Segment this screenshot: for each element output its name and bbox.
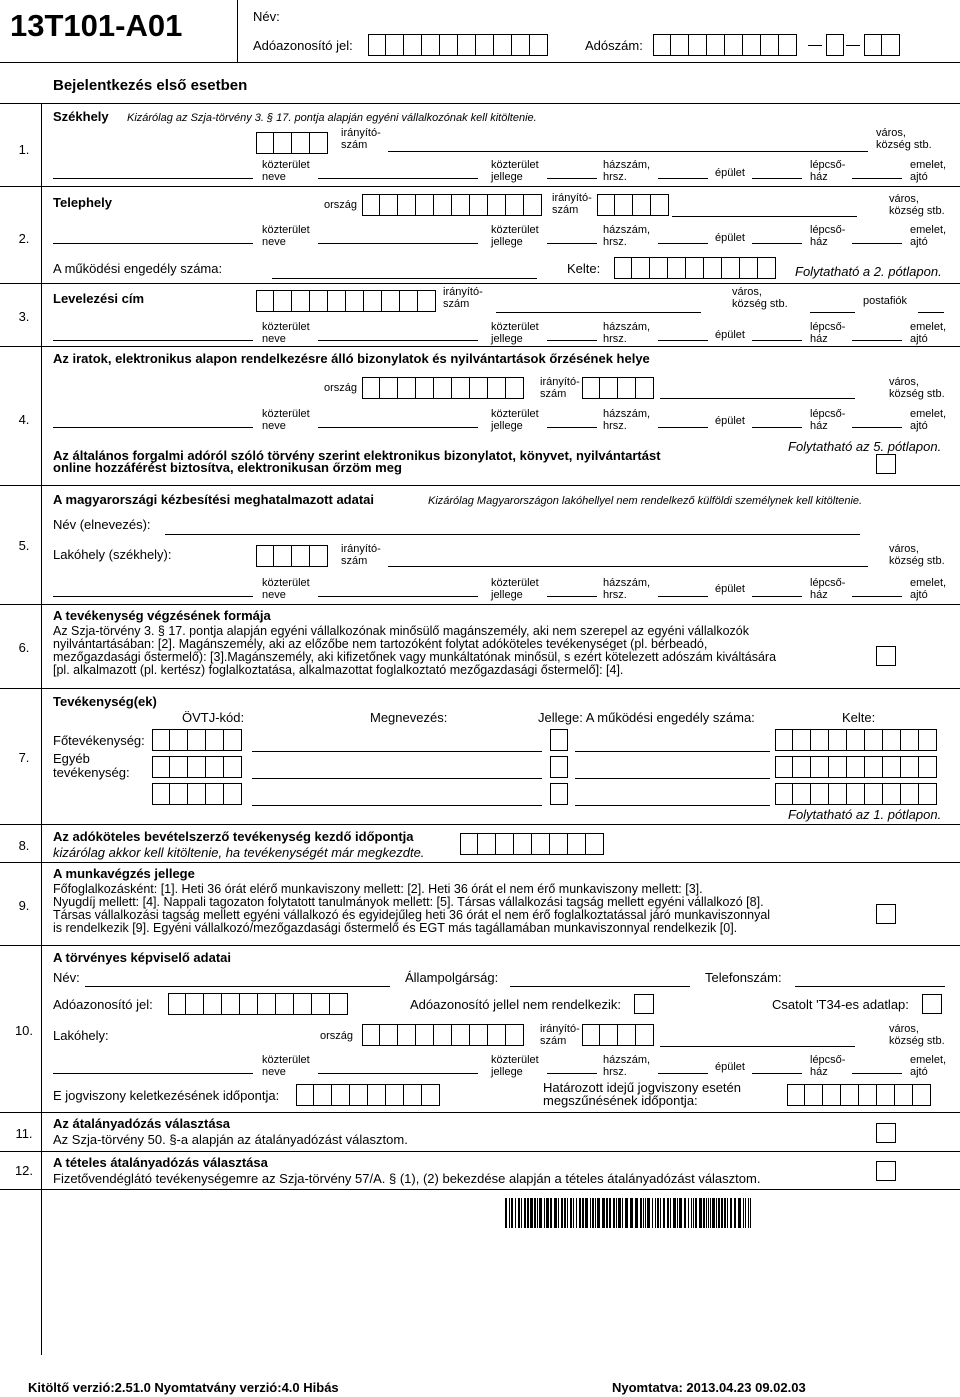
s8-date-cells[interactable] (460, 833, 604, 855)
s3-floor-label-b: ajtó (910, 333, 928, 345)
section-number-11: 11. (15, 1126, 33, 1141)
s2-street-label-b: neve (262, 236, 286, 248)
s4-building-label: épület (715, 415, 745, 427)
s2-city-label-a: város, (889, 193, 919, 205)
s5-type-label-a: közterület (491, 577, 539, 589)
s5-city-label-a: város, (889, 543, 919, 555)
s11-lumpsum-checkbox[interactable] (876, 1123, 896, 1143)
s3-city-label-b: község stb. (732, 298, 788, 310)
s7-main-kelte-cells[interactable] (775, 729, 937, 751)
s7-other-label-b: tevékenység: (53, 765, 130, 780)
section-title-12: A tételes átalányadózás választása (53, 1155, 268, 1170)
s4-type-label-a: közterület (491, 408, 539, 420)
s1-type-label-a: közterület (491, 159, 539, 171)
s4-type-label-b: jellege (491, 420, 523, 432)
s3-pobox-label: postafiók (863, 295, 908, 307)
s3-house-label-b: hrsz. (603, 333, 627, 345)
section-title-2: Telephely (53, 195, 113, 210)
section-title-8: Az adóköteles bevételszerző tevékenység kezdő időpontja (53, 829, 414, 844)
section-note-5: Kizárólag Magyarországon lakóhellyel nem rendelkező külföldi személynek kell kitöltenie. (428, 495, 863, 507)
s3-type-label-a: közterület (491, 321, 539, 333)
s2-type-label-a: közterület (491, 224, 539, 236)
s1-house-label-a: házszám, (603, 159, 651, 171)
section-number-3: 3. (18, 309, 30, 324)
section-number-6: 6. (18, 640, 30, 655)
section-number-8: 8. (18, 838, 30, 853)
s7-main-type-cell[interactable] (550, 729, 568, 751)
s1-floor-label-a: emelet, (910, 159, 947, 171)
s7-continue: Folytatható az 1. pótlapon. (788, 807, 942, 822)
s1-floor-label-b: ajtó (910, 171, 928, 183)
page-title: Bejelentkezés első esetben (53, 77, 248, 94)
s3-zip-label-a: irányító- (443, 286, 483, 298)
s4-city-label-a: város, (889, 376, 919, 388)
s11-text: Az Szja-törvény 50. §-a alapján az átalányadózást választom. (53, 1132, 408, 1147)
s10-stair-label-a: lépcső- (810, 1054, 846, 1066)
s1-stair-label-a: lépcső- (810, 159, 846, 171)
s1-city-label-a: város, (876, 127, 906, 139)
s5-floor-label-b: ajtó (910, 589, 928, 601)
s10-house-label-a: házszám, (603, 1054, 651, 1066)
s2-stair-label-a: lépcső- (810, 224, 846, 236)
s3-type-label-b: jellege (491, 333, 523, 345)
s2-house-label-a: házszám, (603, 224, 651, 236)
s10-street-label-b: neve (262, 1066, 286, 1078)
s5-zip-label-a: irányító- (341, 543, 381, 555)
s3-stair-label-a: lépcső- (810, 321, 846, 333)
s10-taxid-label: Adóazonosító jel: (53, 997, 153, 1012)
section-title-9: A munkavégzés jellege (53, 866, 195, 881)
s1-house-label-b: hrsz. (603, 171, 627, 183)
s1-stair-label-b: ház (810, 171, 828, 183)
tax-id-cells[interactable] (368, 34, 548, 56)
s10-start-cells[interactable] (296, 1084, 440, 1106)
s7-col-kelte: Kelte: (842, 710, 876, 725)
s10-type-label-b: jellege (491, 1066, 523, 1078)
s2-type-label-b: jellege (491, 236, 523, 248)
s10-zip-cells[interactable] (582, 1024, 654, 1046)
s3-city-label-a: város, (732, 286, 762, 298)
s1-zip-label-b: szám (341, 139, 368, 151)
s10-city-label-a: város, (889, 1023, 919, 1035)
tax-id-label: Adóazonosító jel: (253, 38, 353, 53)
s4-floor-label-b: ajtó (910, 420, 928, 432)
s7-other1-type-cell[interactable] (550, 756, 568, 778)
s5-street-label-b: neve (262, 589, 286, 601)
s12-text: Fizetővendéglátó tevékenységemre az Szja-törvény 57/A. § (1), (2) bekezdése alapján a tételes átalányadózást választom. (53, 1171, 761, 1186)
s9-line-1: Főfoglalkozásként: [1]. Heti 36 órát elérő munkaviszony mellett: [2]. Heti 36 órát el nem érő munkaviszony mellett: [3]. (53, 882, 703, 896)
s10-residence-label: Lakóhely: (53, 1028, 109, 1043)
footer-printed: Nyomtatva: 2013.04.23 09.02.03 (612, 1380, 806, 1395)
s3-stair-label-b: ház (810, 333, 828, 345)
s1-zip-cells[interactable] (256, 132, 328, 154)
s2-street-label-a: közterület (262, 224, 310, 236)
s10-building-label: épület (715, 1061, 745, 1073)
section-note-1: Kizárólag az Szja-törvény 3. § 17. pontja alapján egyéni vállalkozónak kell kitöltenie. (127, 112, 537, 124)
s5-zip-cells[interactable] (256, 545, 328, 567)
s5-name-label: Név (elnevezés): (53, 517, 151, 532)
name-label: Név: (253, 9, 280, 24)
s4-electronic-line2: online hozzáférést biztosítva, elektronikusan őrzöm meg (53, 460, 402, 475)
s5-floor-label-a: emelet, (910, 577, 947, 589)
s10-house-label-b: hrsz. (603, 1066, 627, 1078)
section-title-11: Az átalányadózás választása (53, 1116, 231, 1131)
s7-other2-type-cell[interactable] (550, 783, 568, 805)
s10-street-label-a: közterület (262, 1054, 310, 1066)
s10-t34-label: Csatolt 'T34-es adatlap: (772, 997, 909, 1012)
s5-residence-label: Lakóhely (székhely): (53, 547, 172, 562)
s4-electronic-line1: Az általános forgalmi adóról szóló törvény szerint elektronikus bizonylatot, könyvet, nyilvántartást (53, 448, 661, 463)
s5-zip-label-b: szám (341, 555, 368, 567)
s2-zip-label-b: szám (552, 204, 579, 216)
barcode (505, 1198, 753, 1228)
form-id: 13T101-A01 (10, 8, 183, 43)
section-number-1: 1. (18, 142, 30, 157)
section-number-5: 5. (18, 538, 30, 553)
section-number-12: 12. (14, 1163, 34, 1178)
section-number-7: 7. (18, 750, 30, 765)
s10-zip-label-a: irányító- (540, 1023, 580, 1035)
s6-line-2: nyilvántartásában: [2]. Magánszemély, aki az előzőbe nem tartozóként folytat adóköteles tevékenységet (pl. bérbeadó, (53, 637, 708, 651)
s5-city-label-b: község stb. (889, 555, 945, 567)
section-title-6: A tevékenység végzésének formája (53, 608, 271, 623)
s7-col-name: Megnevezés: (370, 710, 448, 725)
tax-number-cells-county[interactable] (864, 34, 900, 56)
s2-kelte-cells[interactable] (614, 257, 776, 279)
s7-other-label-a: Egyéb (53, 751, 90, 766)
s3-street-label-a: közterület (262, 321, 310, 333)
s10-floor-label-a: emelet, (910, 1054, 947, 1066)
section-title-7: Tevékenység(ek) (53, 694, 157, 709)
s10-no-taxid-label: Adóazonosító jellel nem rendelkezik: (410, 997, 622, 1012)
s5-street-label-a: közterület (262, 577, 310, 589)
s2-license-label: A működési engedély száma: (53, 261, 223, 276)
section-title-1: Székhely (53, 109, 109, 124)
s10-t34-checkbox[interactable] (922, 994, 942, 1014)
s4-street-label-a: közterület (262, 408, 310, 420)
s5-building-label: épület (715, 583, 745, 595)
s2-zip-cells[interactable] (597, 194, 669, 216)
s4-house-label-b: hrsz. (603, 420, 627, 432)
s3-zip-label-b: szám (443, 298, 470, 310)
s7-other2-kelte-cells[interactable] (775, 783, 937, 805)
s4-stair-label-a: lépcső- (810, 408, 846, 420)
s4-floor-label-a: emelet, (910, 408, 947, 420)
s1-city-label-b: község stb. (876, 139, 932, 151)
s10-citizenship-label: Állampolgárság: (405, 970, 499, 985)
s4-zip-cells[interactable] (582, 377, 654, 399)
s1-street-label-b: neve (262, 171, 286, 183)
s6-line-1: Az Szja-törvény 3. § 17. pontja alapján egyéni vállalkozónak minősülő magánszemély, aki nem szerepel az egyéni vállalkozók (53, 624, 749, 638)
s7-other1-ovtj-cells[interactable] (152, 756, 242, 778)
s7-other1-kelte-cells[interactable] (775, 756, 937, 778)
tax-number-cells-main[interactable] (653, 34, 797, 56)
s3-zip-cells[interactable] (256, 290, 436, 312)
s4-zip-label-a: irányító- (540, 376, 580, 388)
s4-continue: Folytatható az 5. pótlapon. (788, 439, 942, 454)
s2-house-label-b: hrsz. (603, 236, 627, 248)
section-number-9: 9. (18, 898, 30, 913)
s10-end-label-a: Határozott idejű jogviszony esetén (543, 1080, 742, 1095)
section-title-10: A törvényes képviselő adatai (53, 950, 231, 965)
s12-itemized-checkbox[interactable] (876, 1161, 896, 1181)
s5-house-label-a: házszám, (603, 577, 651, 589)
s10-taxid-cells[interactable] (168, 993, 348, 1015)
s7-col-type: Jellege: A működési engedély száma: (538, 710, 755, 725)
s10-city-label-b: község stb. (889, 1035, 945, 1047)
s2-floor-label-b: ajtó (910, 236, 928, 248)
s5-house-label-b: hrsz. (603, 589, 627, 601)
s2-zip-label-a: irányító- (552, 192, 592, 204)
s3-building-label: épület (715, 329, 745, 341)
s2-country-label: ország (324, 199, 358, 211)
s10-end-cells[interactable] (787, 1084, 931, 1106)
s5-stair-label-b: ház (810, 589, 828, 601)
s4-house-label-a: házszám, (603, 408, 651, 420)
section-number-10: 10. (14, 1023, 34, 1038)
s9-work-checkbox[interactable] (876, 904, 896, 924)
s2-kelte-label: Kelte: (567, 261, 601, 276)
s2-continue: Folytatható a 2. pótlapon. (795, 264, 942, 279)
s1-building-label: épület (715, 167, 745, 179)
section-title-4: Az iratok, elektronikus alapon rendelkezésre álló bizonylatok és nyilvántartások őrzésének helye (53, 351, 650, 366)
s6-form-checkbox[interactable] (876, 646, 896, 666)
s1-zip-label-a: irányító- (341, 127, 381, 139)
s2-floor-label-a: emelet, (910, 224, 947, 236)
s7-main-ovtj-cells[interactable] (152, 729, 242, 751)
s2-building-label: épület (715, 232, 745, 244)
s10-no-taxid-checkbox[interactable] (634, 994, 654, 1014)
s3-street-label-b: neve (262, 333, 286, 345)
s10-phone-label: Telefonszám: (705, 970, 782, 985)
s4-country-label: ország (324, 382, 358, 394)
s5-type-label-b: jellege (491, 589, 523, 601)
s10-end-label-b: megszűnésének időpontja: (543, 1093, 698, 1108)
s4-zip-label-b: szám (540, 388, 567, 400)
s10-zip-label-b: szám (540, 1035, 567, 1047)
s10-country-cells[interactable] (362, 1024, 524, 1046)
section-title-5: A magyarországi kézbesítési meghatalmazott adatai (53, 492, 375, 507)
s10-type-label-a: közterület (491, 1054, 539, 1066)
tax-number-cells-vat[interactable] (826, 34, 844, 56)
s5-stair-label-a: lépcső- (810, 577, 846, 589)
s4-country-cells[interactable] (362, 377, 524, 399)
s10-country-label: ország (320, 1030, 354, 1042)
s9-line-2: Nyugdíj mellett: [4]. Nappali tagozaton folytatott tanulmányok mellett: [5]. Társas vállalkozási tagság mellett egyéni vállalkozó [8]. (53, 895, 764, 909)
footer-version: Kitöltő verzió:2.51.0 Nyomtatvány verzió:4.0 Hibás (28, 1380, 339, 1395)
s3-floor-label-a: emelet, (910, 321, 947, 333)
s4-city-label-b: község stb. (889, 388, 945, 400)
s7-col-ovtj: ÖVTJ-kód: (182, 710, 245, 725)
s4-street-label-b: neve (262, 420, 286, 432)
s1-street-label-a: közterület (262, 159, 310, 171)
s6-line-4: [pl. alkalmazott (pl. kertész) foglalkoztatása, alkalmazottat foglalkoztató mezőgazdasági őstermelő]: [4]. (53, 663, 624, 677)
s9-line-3: Társas vállalkozási tagság mellett egyéni vállalkozó és egyidejűleg heti 36 órát el nem érő foglalkoztatással járó munkaviszonnyal (53, 908, 771, 922)
s10-start-label: E jogviszony keletkezésének időpontja: (53, 1088, 280, 1103)
section-title-3: Levelezési cím (53, 291, 145, 306)
tax-number-label: Adószám: (585, 38, 643, 53)
s4-stair-label-b: ház (810, 420, 828, 432)
s6-line-3: mezőgazdasági őstermelő): [3].Magánszemély, aki kifizetőnek vagy munkáltatónak minősül, s ezért kötelezett adószám kiváltására (53, 650, 777, 664)
s3-house-label-a: házszám, (603, 321, 651, 333)
s7-main-label: Főtevékenység: (53, 733, 145, 748)
section-number-2: 2. (18, 231, 30, 246)
s1-type-label-b: jellege (491, 171, 523, 183)
s2-country-cells[interactable] (362, 194, 542, 216)
s7-other2-ovtj-cells[interactable] (152, 783, 242, 805)
s2-city-label-b: község stb. (889, 205, 945, 217)
s2-stair-label-b: ház (810, 236, 828, 248)
section-number-4: 4. (18, 412, 30, 427)
s10-stair-label-b: ház (810, 1066, 828, 1078)
s4-electronic-checkbox[interactable] (876, 454, 896, 474)
s10-name-label: Név: (53, 970, 80, 985)
s9-line-4: is rendelkezik [9]. Egyéni vállalkozó/mezőgazdasági őstermelő és EGT más tagállamában munkaviszonnyal rendelkezik [0]. (53, 921, 738, 935)
section-note-8: kizárólag akkor kell kitöltenie, ha tevékenységét már megkezdte. (53, 845, 425, 860)
s10-floor-label-b: ajtó (910, 1066, 928, 1078)
